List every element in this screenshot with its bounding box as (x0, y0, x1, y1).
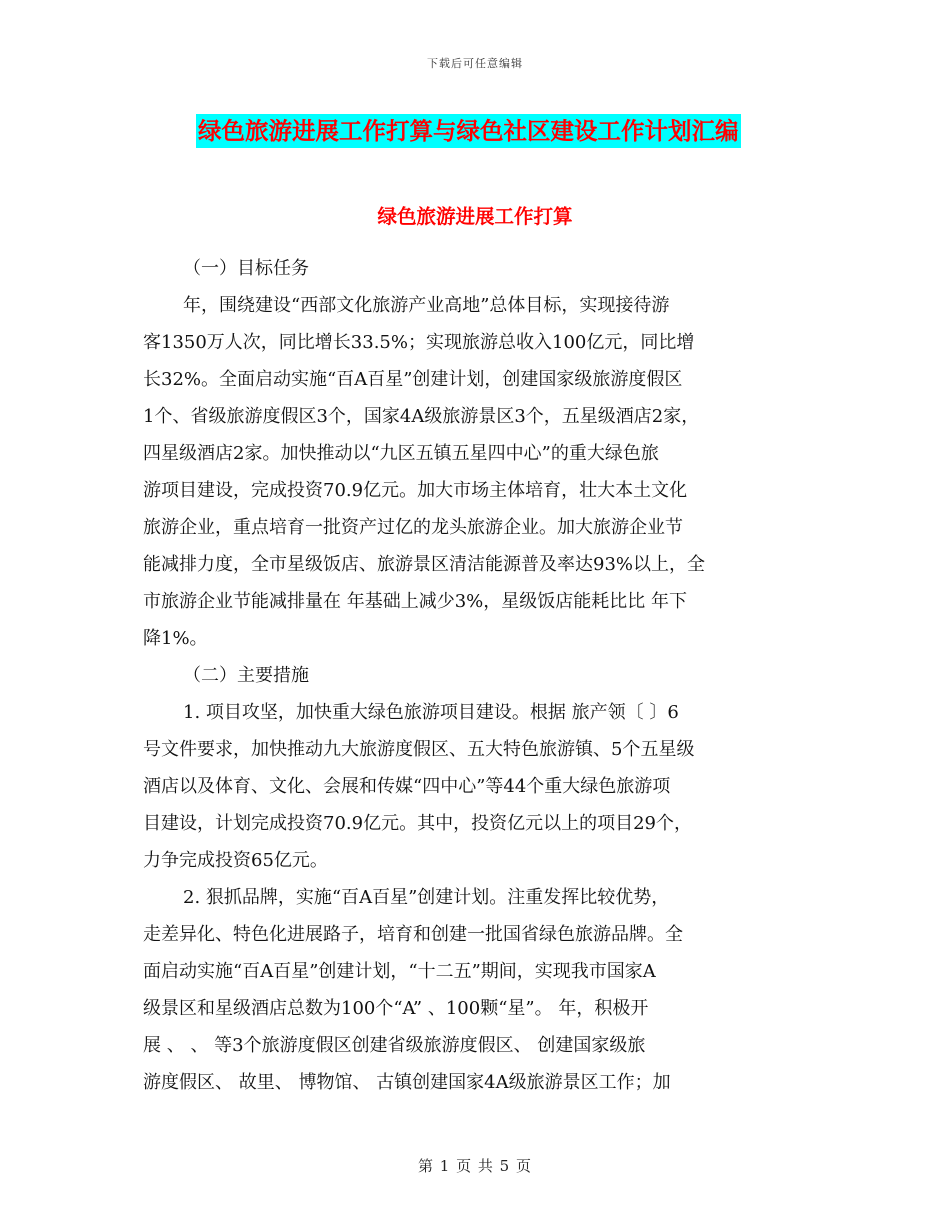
paragraph-line: 旅游企业，重点培育一批资产过亿的龙头旅游企业。加大旅游企业节 (143, 517, 683, 538)
paragraph-line: 市旅游企业节能减排量在 年基础上减少3%，星级饭店能耗比比 年下 (143, 591, 687, 612)
paragraph-line: 降1%。 (143, 628, 208, 649)
paragraph-line: 酒店以及体育、文化、会展和传媒“四中心”等44个重大绿色旅游项 (143, 776, 671, 797)
heading-measures: （二）主要措施 (183, 665, 309, 686)
paragraph-line: 1个、省级旅游度假区3个，国家4A级旅游景区3个，五星级酒店2家， (143, 406, 700, 427)
header-note: 下载后可任意编辑 (427, 57, 523, 70)
paragraph-line: 游项目建设，完成投资70.9亿元。加大市场主体培育，壮大本土文化 (143, 480, 688, 501)
heading-goals: （一）目标任务 (183, 258, 309, 279)
paragraph-line: 1. 项目攻坚，加快重大绿色旅游项目建设。根据 旅产领〔 〕6 (183, 702, 679, 723)
main-title: 绿色旅游进展工作打算与绿色社区建设工作计划汇编 (196, 114, 741, 148)
paragraph-line: 能减排力度，全市星级饭店、旅游景区清洁能源普及率达93%以上，全 (143, 554, 706, 575)
section-title: 绿色旅游进展工作打算 (377, 205, 573, 228)
body-text (143, 250, 823, 1101)
paragraph-line: 四星级酒店2家。加快推动以“九区五镇五星四中心”的重大绿色旅 (143, 443, 659, 464)
paragraph-line: 力争完成投资65亿元。 (143, 850, 328, 871)
paragraph-line: 号文件要求，加快推动九大旅游度假区、五大特色旅游镇、5个五星级 (143, 739, 695, 760)
paragraph-line: 2. 狠抓品牌，实施“百A百星”创建计划。注重发挥比较优势， (183, 887, 670, 908)
paragraph-line: 客1350万人次，同比增长33.5%；实现旅游总收入100亿元，同比增 (143, 332, 695, 353)
paragraph-line: 展 、 、 等3个旅游度假区创建省级旅游度假区、 创建国家级旅 (143, 1035, 646, 1056)
paragraph-line: 走差异化、特色化进展路子，培育和创建一批国省绿色旅游品牌。全 (143, 924, 683, 945)
paragraph-line: 游度假区、 故里、 博物馆、 古镇创建国家4A级旅游景区工作；加 (143, 1072, 671, 1093)
paragraph-line: 级景区和星级酒店总数为100个“A” 、100颗“星”。 年，积极开 (143, 998, 649, 1019)
paragraph-line: 目建设，计划完成投资70.9亿元。其中，投资亿元以上的项目29个， (143, 813, 692, 834)
paragraph-line: 长32%。全面启动实施“百A百星”创建计划，创建国家级旅游度假区 (143, 369, 683, 390)
page-footer: 第 1 页 共 5 页 (418, 1157, 532, 1175)
paragraph-line: 年，围绕建设“西部文化旅游产业高地”总体目标，实现接待游 (183, 295, 670, 316)
paragraph-line: 面启动实施“百A百星”创建计划，“十二五”期间，实现我市国家A (143, 961, 656, 982)
